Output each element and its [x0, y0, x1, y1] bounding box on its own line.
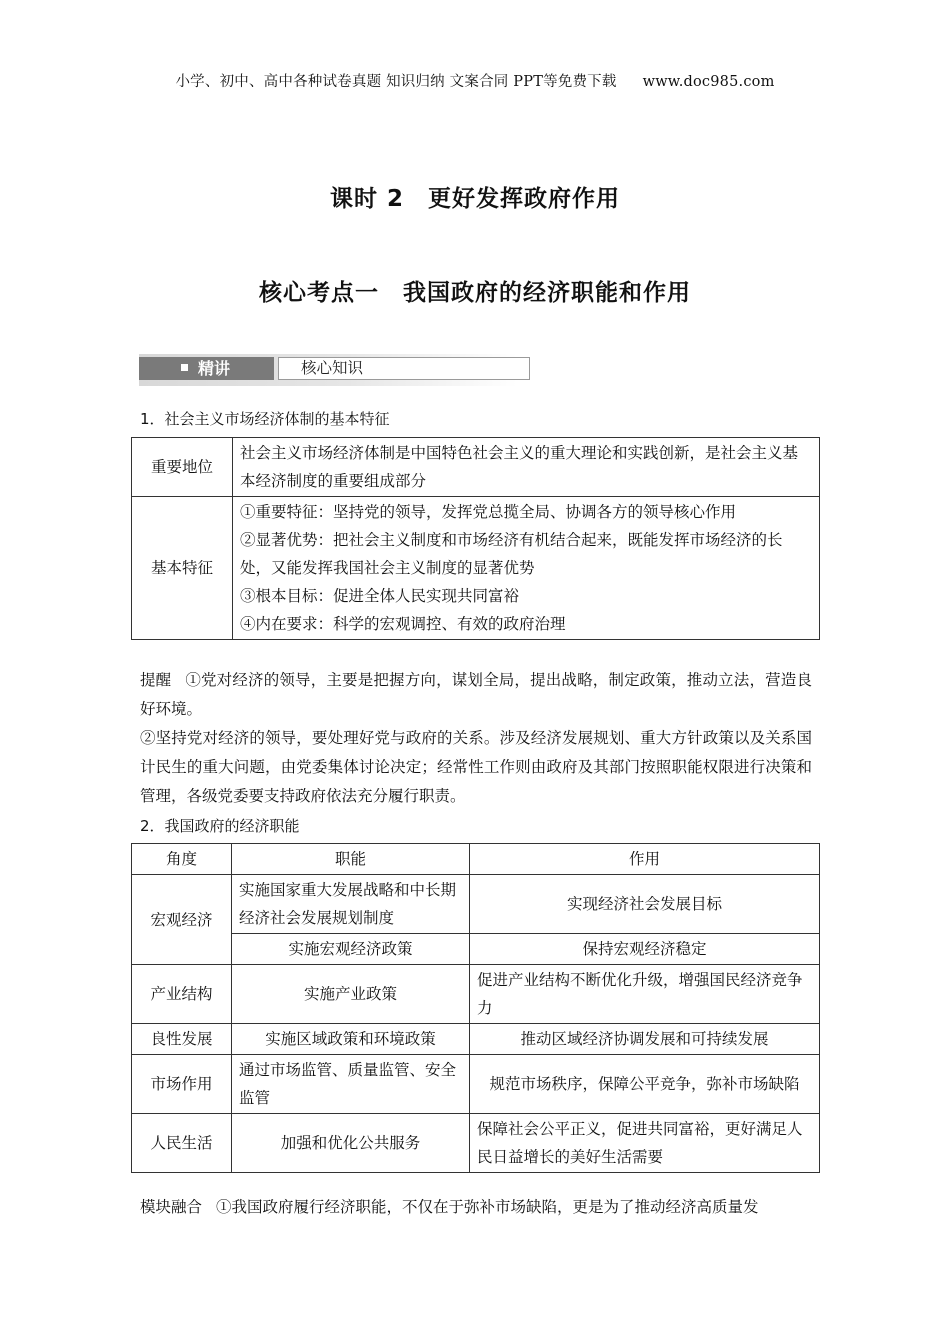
lesson-name: 更好发挥政府作用	[428, 186, 620, 212]
angle-cell: 市场作用	[132, 1055, 232, 1114]
banner-left-label: 精讲	[198, 359, 231, 378]
feature-line: ②显著优势：把社会主义制度和市场经济有机结合起来，既能发挥市场经济的长处，又能发挥我国社会主义制度的显著优势	[240, 531, 783, 577]
section1-heading: 1．社会主义市场经济体制的基本特征	[140, 410, 390, 428]
square-icon	[181, 364, 188, 371]
lesson-title	[0, 180, 950, 213]
module-text: ①我国政府履行经济职能，不仅在于弥补市场缺陷，更是为了推动经济高质量发	[216, 1198, 759, 1216]
angle-cell: 产业结构	[132, 965, 232, 1024]
function-cell: 实施宏观经济政策	[232, 934, 470, 965]
function-cell: 加强和优化公共服务	[232, 1114, 470, 1173]
feature-line: ①重要特征：坚持党的领导，发挥党总揽全局、协调各方的领导核心作用	[240, 503, 737, 521]
row-content	[233, 497, 820, 640]
column-header: 职能	[232, 844, 470, 875]
effect-cell: 保障社会公平正义，促进共同富裕，更好满足人民日益增长的美好生活需要	[470, 1114, 820, 1173]
column-header: 角度	[132, 844, 232, 875]
table-row	[132, 875, 820, 934]
functions-table	[131, 843, 820, 1173]
table-row	[132, 1024, 820, 1055]
angle-cell: 宏观经济	[132, 875, 232, 965]
core-point-name: 我国政府的经济职能和作用	[403, 280, 691, 306]
reminder-label: 提醒	[140, 671, 172, 689]
effect-cell: 规范市场秩序，保障公平竞争，弥补市场缺陷	[470, 1055, 820, 1114]
page-header	[0, 70, 950, 91]
section-banner	[139, 354, 517, 386]
effect-cell: 保持宏观经济稳定	[470, 934, 820, 965]
reminder-para-2: ②坚持党对经济的领导，要处理好党与政府的关系。涉及经济发展规划、重大方针政策以及关系国计民生的重大问题，由党委集体讨论决定；经常性工作则由政府及其部门按照职能权限进行决策和管理，各级党委要支持政府依法充分履行职责。	[140, 729, 812, 805]
effect-cell: 推动区域经济协调发展和可持续发展	[470, 1024, 820, 1055]
row-key: 重要地位	[132, 438, 233, 497]
function-cell: 实施产业政策	[232, 965, 470, 1024]
row-content: 社会主义市场经济体制是中国特色社会主义的重大理论和实践创新，是社会主义基本经济制度的重要组成部分	[233, 438, 820, 497]
table-row	[132, 934, 820, 965]
reminder-para-1	[140, 666, 812, 724]
function-cell: 通过市场监管、质量监管、安全监管	[232, 1055, 470, 1114]
table-row	[132, 1114, 820, 1173]
row-key: 基本特征	[132, 497, 233, 640]
core-point-title	[0, 274, 950, 307]
table-row	[132, 1055, 820, 1114]
function-cell: 实施区域政策和环境政策	[232, 1024, 470, 1055]
module-para	[140, 1193, 812, 1222]
column-header: 作用	[470, 844, 820, 875]
core-point-number: 核心考点一	[259, 280, 379, 306]
reminder-text-1: ①党对经济的领导，主要是把握方向，谋划全局，提出战略，制定政策，推动立法，营造良好环境。	[140, 671, 812, 718]
feature-line: ④内在要求：科学的宏观调控、有效的政府治理	[240, 615, 566, 633]
table-header-row	[132, 844, 820, 875]
header-text: 小学、初中、高中各种试卷真题 知识归纳 文案合同 PPT等免费下载	[175, 74, 617, 90]
table-row	[132, 438, 820, 497]
banner-left	[139, 357, 274, 380]
module-label: 模块融合	[140, 1198, 203, 1216]
lesson-number: 课时 2	[329, 186, 404, 212]
features-table	[131, 437, 820, 640]
effect-cell: 促进产业结构不断优化升级，增强国民经济竞争力	[470, 965, 820, 1024]
section2-heading: 2．我国政府的经济职能	[140, 817, 300, 835]
header-site-link[interactable]: www.doc985.com	[642, 74, 775, 90]
feature-line: ③根本目标：促进全体人民实现共同富裕	[240, 587, 520, 605]
banner-right-label: 核心知识	[278, 357, 530, 380]
function-cell: 实施国家重大发展战略和中长期经济社会发展规划制度	[232, 875, 470, 934]
effect-cell: 实现经济社会发展目标	[470, 875, 820, 934]
table-row	[132, 497, 820, 640]
table-row	[132, 965, 820, 1024]
angle-cell: 良性发展	[132, 1024, 232, 1055]
angle-cell: 人民生活	[132, 1114, 232, 1173]
